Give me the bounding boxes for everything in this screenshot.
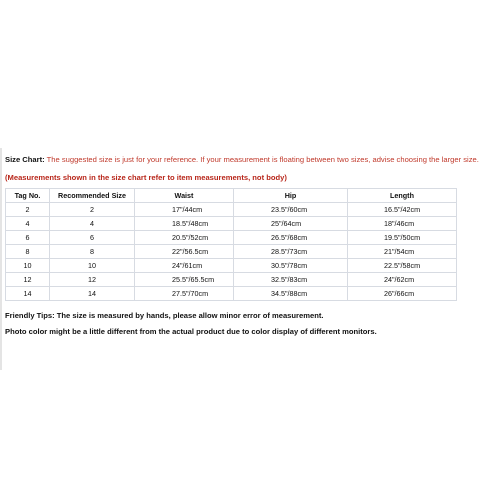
friendly-tips: Friendly Tips: The size is measured by hands, please allow minor error of measurement. — [5, 311, 324, 320]
table-row — [6, 273, 457, 287]
cell-length: 24"/62cm — [348, 273, 457, 287]
size-chart-label: Size Chart: — [5, 155, 45, 164]
table-row — [6, 287, 457, 301]
size-chart-intro — [5, 155, 497, 165]
cell-recommended-size: 2 — [50, 203, 135, 217]
cell-waist: 27.5"/70cm — [135, 287, 234, 301]
cell-recommended-size: 12 — [50, 273, 135, 287]
table-row — [6, 245, 457, 259]
table-header-row — [6, 189, 457, 203]
cell-hip: 30.5"/78cm — [234, 259, 348, 273]
header-tag-no: Tag No. — [6, 189, 50, 203]
cell-recommended-size: 10 — [50, 259, 135, 273]
header-recommended-size: Recommended Size — [50, 189, 135, 203]
cell-tag-no: 14 — [6, 287, 50, 301]
cell-tag-no: 12 — [6, 273, 50, 287]
cell-recommended-size: 6 — [50, 231, 135, 245]
table-row — [6, 203, 457, 217]
cell-waist: 24"/61cm — [135, 259, 234, 273]
cell-recommended-size: 4 — [50, 217, 135, 231]
cell-hip: 32.5"/83cm — [234, 273, 348, 287]
size-chart-note: The suggested size is just for your reference. If your measurement is floating between two sizes, advise choosing the larger size. — [44, 155, 479, 164]
cell-length: 19.5"/50cm — [348, 231, 457, 245]
table-row — [6, 231, 457, 245]
photo-color-note: Photo color might be a little different from the actual product due to color display of different monitors. — [5, 327, 377, 336]
cell-hip: 23.5"/60cm — [234, 203, 348, 217]
cell-hip: 34.5"/88cm — [234, 287, 348, 301]
cell-length: 21"/54cm — [348, 245, 457, 259]
cell-waist: 18.5"/48cm — [135, 217, 234, 231]
cell-waist: 20.5"/52cm — [135, 231, 234, 245]
cell-tag-no: 6 — [6, 231, 50, 245]
cell-hip: 25"/64cm — [234, 217, 348, 231]
header-length: Length — [348, 189, 457, 203]
cell-recommended-size: 14 — [50, 287, 135, 301]
header-hip: Hip — [234, 189, 348, 203]
cell-tag-no: 8 — [6, 245, 50, 259]
cell-recommended-size: 8 — [50, 245, 135, 259]
cell-hip: 26.5"/68cm — [234, 231, 348, 245]
size-chart-document — [5, 155, 497, 337]
left-divider — [0, 148, 2, 370]
cell-tag-no: 4 — [6, 217, 50, 231]
cell-length: 16.5"/42cm — [348, 203, 457, 217]
cell-tag-no: 10 — [6, 259, 50, 273]
table-row — [6, 217, 457, 231]
cell-waist: 25.5"/65.5cm — [135, 273, 234, 287]
header-waist: Waist — [135, 189, 234, 203]
cell-waist: 22"/56.5cm — [135, 245, 234, 259]
cell-length: 22.5"/58cm — [348, 259, 457, 273]
size-table — [5, 188, 457, 301]
cell-length: 26"/66cm — [348, 287, 457, 301]
cell-hip: 28.5"/73cm — [234, 245, 348, 259]
cell-waist: 17"/44cm — [135, 203, 234, 217]
measurement-note: (Measurements shown in the size chart refer to item measurements, not body) — [5, 173, 287, 182]
cell-length: 18"/46cm — [348, 217, 457, 231]
table-row — [6, 259, 457, 273]
cell-tag-no: 2 — [6, 203, 50, 217]
